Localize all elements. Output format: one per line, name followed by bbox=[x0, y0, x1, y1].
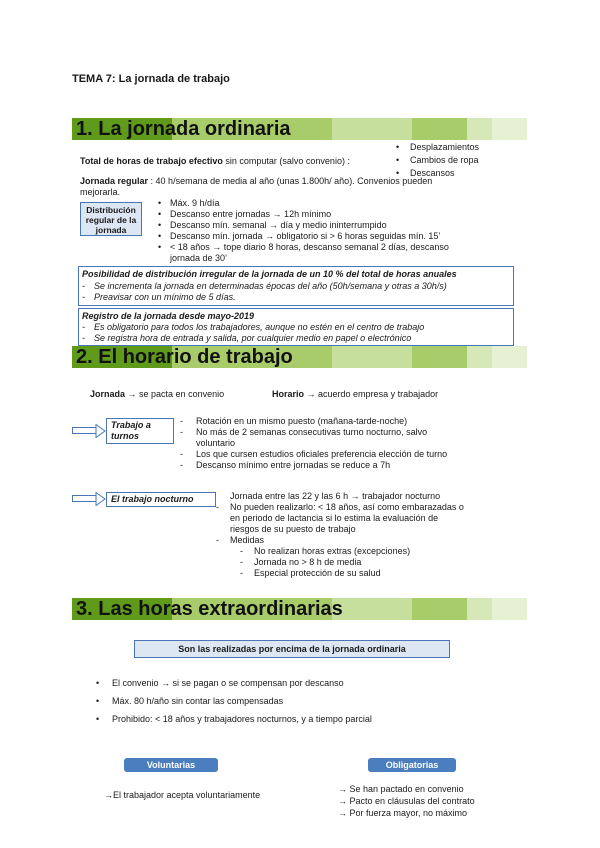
voluntarias-pill: Voluntarias bbox=[124, 758, 218, 772]
turnos-item: - No más de 2 semanas consecutivas turno nocturno, salvo bbox=[180, 427, 447, 438]
total-hours-line bbox=[80, 156, 350, 167]
distribution-list bbox=[158, 198, 449, 264]
nocturno-no: - No pueden realizarlo: < 18 años, así como embarazadas o bbox=[216, 502, 464, 513]
medidas-list bbox=[240, 546, 410, 579]
extra-item: • Prohibido: < 18 años y trabajadores nocturnos, y a tiempo parcial bbox=[96, 714, 372, 725]
section-2-title: 2. El horario de trabajo bbox=[76, 346, 293, 368]
irregular-title: Posibilidad de distribución irregular de la jornada de un 10 % del total de horas anuales bbox=[82, 269, 457, 279]
turnos-box: Trabajo a turnos bbox=[106, 418, 174, 444]
jornada-convenio-line bbox=[90, 389, 224, 400]
jornada-regular-text: : 40 h/semana de media al año (unas 1.800h/ año). Convenios pueden bbox=[150, 176, 433, 186]
obligatorias-item: → Por fuerza mayor, no máximo bbox=[338, 808, 468, 818]
nocturno-no-list bbox=[216, 502, 464, 546]
total-hours-rest: sin computar (salvo convenio) : bbox=[225, 156, 350, 166]
distribution-item: • Descanso mín. jornada → obligatorio si > 6 horas seguidas mín. 15’ bbox=[158, 231, 449, 242]
obligatorias-item: → Se han pactado en convenio bbox=[338, 784, 464, 794]
irregular-item: - Preavisar con un mínimo de 5 días. bbox=[82, 292, 447, 303]
turnos-item: - Los que cursen estudios oficiales preferencia elección de turno bbox=[180, 449, 447, 460]
irregular-list bbox=[82, 281, 447, 303]
side-item: • Desplazamientos bbox=[396, 142, 479, 153]
medidas-item: - No realizan horas extras (excepciones) bbox=[240, 546, 410, 557]
obligatorias-list bbox=[338, 783, 475, 819]
section-1-header bbox=[72, 118, 527, 140]
obligatorias-item: → Pacto en cláusulas del contrato bbox=[338, 796, 475, 806]
side-item: • Cambios de ropa bbox=[396, 155, 479, 166]
extra-item: • Máx. 80 h/año sin contar las compensadas bbox=[96, 696, 372, 707]
horario-text: → acuerdo empresa y trabajador bbox=[306, 389, 439, 399]
distribution-box: Distribución regular de la jornada bbox=[80, 202, 142, 236]
section-3-title: 3. Las horas extraordinarias bbox=[76, 598, 343, 620]
jornada-regular-line bbox=[80, 176, 432, 187]
obligatorias-pill: Obligatorias bbox=[368, 758, 456, 772]
jornada-regular-cont: mejorarla. bbox=[80, 187, 121, 197]
nocturno-box: El trabajo nocturno bbox=[106, 492, 216, 507]
extra-item: • El convenio → si se pagan o se compensan por descanso bbox=[96, 678, 372, 689]
distribution-item-cont: jornada de 30’ bbox=[170, 253, 228, 263]
turnos-arrow-icon bbox=[72, 424, 106, 438]
nocturno-no-cont: en periodo de lactancia si lo estima la evaluación de bbox=[230, 513, 439, 523]
definition-box: Son las realizadas por encima de la jornada ordinaria bbox=[134, 640, 450, 658]
distribution-item: • Máx. 9 h/día bbox=[158, 198, 449, 209]
horario-label: Horario bbox=[272, 389, 305, 399]
turnos-item-cont: voluntario bbox=[196, 438, 236, 448]
document-title: TEMA 7: La jornada de trabajo bbox=[72, 73, 230, 85]
jornada-label: Jornada bbox=[90, 389, 126, 399]
medidas-label: - Medidas bbox=[216, 535, 464, 546]
registro-list bbox=[82, 322, 424, 344]
jornada-regular-label: Jornada regular bbox=[80, 176, 149, 186]
turnos-item: - Descanso mínimo entre jornadas se reduce a 7h bbox=[180, 460, 447, 471]
turnos-item: - Rotación en un mismo puesto (mañana-tarde-noche) bbox=[180, 416, 447, 427]
nocturno-line1: Jornada entre las 22 y las 6 h → trabajador nocturno bbox=[230, 491, 441, 501]
extra-list bbox=[96, 678, 372, 725]
side-item: • Descansos bbox=[396, 168, 479, 179]
total-hours-label: Total de horas de trabajo efectivo bbox=[80, 156, 223, 166]
horario-line bbox=[272, 389, 438, 400]
section-2-header bbox=[72, 346, 527, 368]
distribution-item: • Descanso entre jornadas → 12h mínimo bbox=[158, 209, 449, 220]
irregular-item: - Se incrementa la jornada en determinadas épocas del año (50h/semana y otras a 30h/s) bbox=[82, 281, 447, 292]
section-1-title: 1. La jornada ordinaria bbox=[76, 118, 291, 140]
medidas-item: - Jornada no > 8 h de media bbox=[240, 557, 410, 568]
voluntarias-text: →El trabajador acepta voluntariamente bbox=[104, 790, 261, 800]
side-list bbox=[396, 142, 479, 179]
distribution-item: • Descanso mín. semanal → día y medio ininterrumpido bbox=[158, 220, 449, 231]
registro-item: - Se registra hora de entrada y salida, por cualquier medio en papel o electrónico bbox=[82, 333, 424, 344]
medidas-item: - Especial protección de su salud bbox=[240, 568, 410, 579]
registro-item: - Es obligatorio para todos los trabajadores, aunque no estén en el centro de trabajo bbox=[82, 322, 424, 333]
registro-title: Registro de la jornada desde mayo-2019 bbox=[82, 311, 255, 321]
section-3-header bbox=[72, 598, 527, 620]
jornada-text: → se pacta en convenio bbox=[127, 389, 225, 399]
turnos-list bbox=[180, 416, 447, 471]
distribution-item: • < 18 años → tope diario 8 horas, descanso semanal 2 días, descanso bbox=[158, 242, 449, 253]
nocturno-arrow-icon bbox=[72, 492, 106, 506]
nocturno-no-cont: riesgos de su puesto de trabajo bbox=[230, 524, 356, 534]
